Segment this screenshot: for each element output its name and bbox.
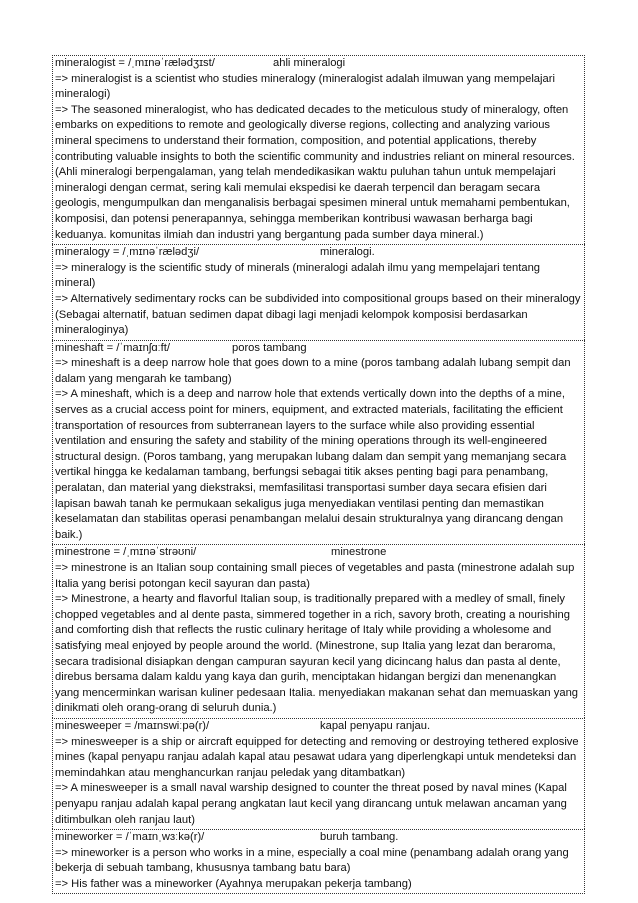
entry-example: => A minesweeper is a small naval warship designed to counter the threat posed by naval mines (Kapal penyapu ranjau adalah kapal perang angkatan laut kecil yang dirancang untuk melawan ancaman yang ditimbulkan oleh ranjau laut) xyxy=(55,782,567,826)
entry-example: => A mineshaft, which is a deep and narrow hole that extends vertically down into the depths of a mine, serves as a crucial access point for miners, equipment, and extracted materials, facilitating the efficient transportation of resources from subterranean layers to the surface while also providing essential ventilation and ensuring the safety and stability of the mining operations through its well-engineered structural design. (Poros tambang, yang merupakan lubang dalam dan sempit yang memanjang secara vertikal hingga ke kedalaman tambang, berfungsi sebagai titik akses penting bagi para penambang, peralatan, dan material yang diekstraksi, memfasilitasi transportasi sumber daya secara efisien dari lapisan bawah tanah ke permukaan sekaligus juga menyediakan ventilasi penting dan memastikan keselamatan dan stabilitas operasi penambangan melalui desain strukturalnya yang dirancang dengan baik.) xyxy=(55,388,567,541)
entry-definition: => mineworker is a person who works in a mine, especially a coal mine (penambang adalah orang yang bekerja di sebuah tambang, khususnya tambang batu bara) xyxy=(55,846,569,875)
entry-definition: => mineralogy is the scientific study of minerals (mineralogi adalah ilmu yang mempelajari tentang mineral) xyxy=(55,261,541,290)
entry-definition: => mineshaft is a deep narrow hole that goes down to a mine (poros tambang adalah lubang sempit dan dalam yang mengarah ke tambang) xyxy=(55,357,571,385)
entry-example: => Alternatively sedimentary rocks can be subdivided into compositional groups based on their mineralogy (Sebagai alternatif, batuan sedimen dapat dibagi lagi menjadi kelompok komposisi berdasarkan mineraloginya) xyxy=(55,292,581,337)
entry-header xyxy=(55,719,582,735)
vocabulary-document xyxy=(52,55,585,894)
entry-definition: => minesweeper is a ship or aircraft equipped for detecting and removing or destroying tethered explosive mines (kapal penyapu ranjau adalah kapal atau pesawat udara yang diperlengkapi untuk mendeteksi dan memindahkan atau menghancurkan ranjau peledak yang ditambatkan) xyxy=(55,735,579,779)
entry-meaning: ahli mineralogi xyxy=(273,57,346,69)
entry-term: minesweeper = /maɪnswiːpə(r)/ xyxy=(55,719,210,732)
entry-minesweeper xyxy=(52,718,585,829)
entry-meaning: kapal penyapu ranjau. xyxy=(320,719,431,732)
entry-mineshaft xyxy=(52,340,585,545)
entry-meaning: mineralogi. xyxy=(320,246,375,259)
entry-term: mineshaft = /ˈmaɪnʃɑːft/ xyxy=(55,341,170,354)
entry-meaning: poros tambang xyxy=(232,341,307,354)
entry-example: => His father was a mineworker (Ayahnya merupakan pekerja tambang) xyxy=(55,877,412,890)
entry-meaning: buruh tambang. xyxy=(320,831,399,844)
entry-header xyxy=(55,245,582,261)
entry-header xyxy=(55,545,582,561)
entry-term: minestrone = /ˌmɪnəˈstrəʊni/ xyxy=(55,546,197,559)
entry-minestrone xyxy=(52,544,585,718)
entry-definition: => mineralogist is a scientist who studies mineralogy (mineralogist adalah ilmuwan yang mempelajari mineralogi) xyxy=(55,72,555,101)
entry-mineralogist xyxy=(52,55,585,244)
entry-term: mineralogy = /ˌmɪnəˈrælədʒi/ xyxy=(55,246,200,259)
entry-header xyxy=(55,830,582,846)
entry-meaning: minestrone xyxy=(331,546,387,559)
entry-example: => Minestrone, a hearty and flavorful Italian soup, is traditionally prepared with a medley of small, finely chopped vegetables and al dente pasta, simmered together in a rich, savory broth, creating a nourishing and comforting dish that reflects the rustic culinary heritage of Italy while providing a wholesome and satisfying meal enjoyed by people around the world. (Minestrone, sup Italia yang lezat dan beraroma, secara tradisional disiapkan dengan campuran sayuran kecil yang dicincang halus dan pasta al dente, direbus bersama dalam kaldu yang kaya dan gurih, menciptakan hidangan bergizi dan menenangkan yang mencerminkan warisan kuliner pedesaan Italia. menyediakan makanan sehat dan memuaskan yang dinikmati oleh orang-orang di seluruh dunia.) xyxy=(55,593,579,715)
entry-mineralogy xyxy=(52,244,585,340)
entry-definition: => minestrone is an Italian soup containing small pieces of vegetables and pasta (minestrone adalah sup Italia yang berisi potongan kecil sayuran dan pasta) xyxy=(55,562,575,590)
entry-header xyxy=(55,341,582,357)
entry-mineworker xyxy=(52,829,585,894)
entry-term: mineworker = /ˈmaɪnˌwɜːkə(r)/ xyxy=(55,831,205,844)
entry-header xyxy=(55,56,582,72)
entry-term: mineralogist = /ˌmɪnəˈrælədʒɪst/ xyxy=(55,57,215,69)
entry-example: => The seasoned mineralogist, who has dedicated decades to the meticulous study of mineralogy, often embarks on expeditions to remote and geologically diverse regions, collecting and analyzing various mineral specimens to understand their formation, composition, and potential applications, thereby contributing valuable insights to both the scientific community and industries reliant on mineral resources. (Ahli mineralogi berpengalaman, yang telah mendedikasikan waktu puluhan tahun untuk mempelajari mineralogi dengan cermat, sering kali memulai ekspedisi ke daerah terpencil dan beragam secara geologis, mengumpulkan dan menganalisis berbagai spesimen mineral untuk memahami pembentukan, komposisi, dan potensi penerapannya, sehingga memberikan kontribusi wawasan berharga bagi keduanya. komunitas ilmiah dan industri yang bergantung pada sumber daya mineral.) xyxy=(55,103,575,241)
